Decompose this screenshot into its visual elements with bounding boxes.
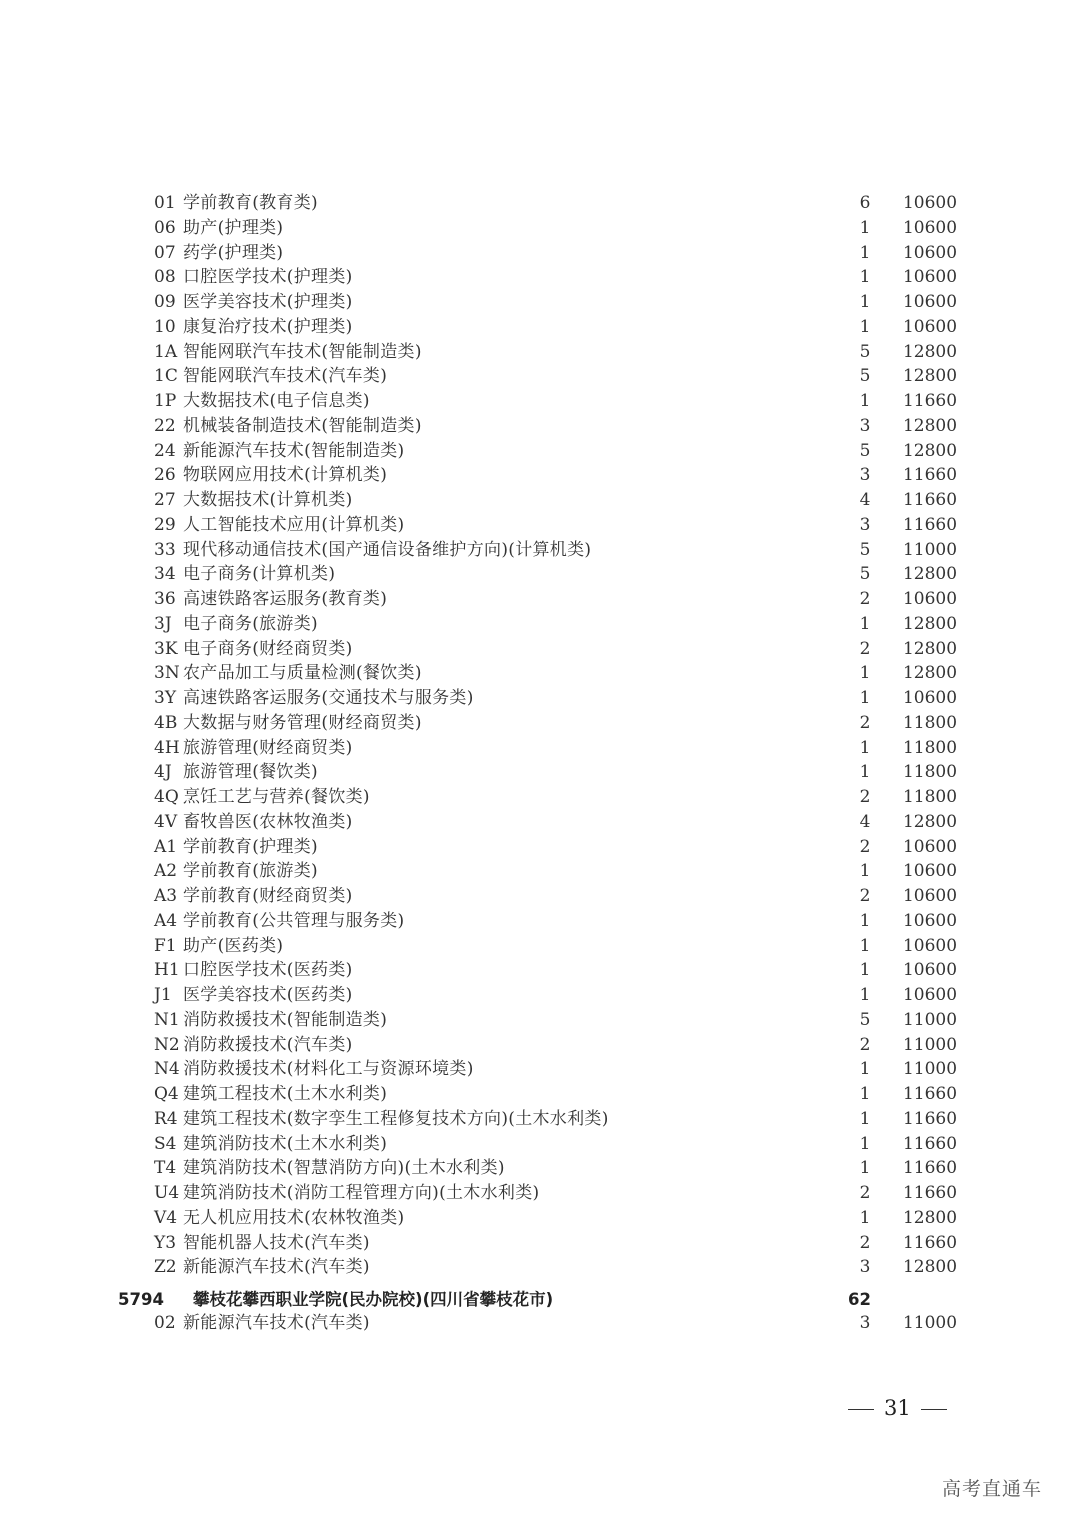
school-name: 攀枝花攀西职业学院(民办院校)(四川省攀枝花市) (193, 1290, 554, 1309)
plan-count: 1 (859, 688, 871, 708)
table-row (0, 835, 1080, 860)
plan-count: 1 (859, 316, 871, 337)
plan-count: 1 (859, 1158, 871, 1179)
table-row (0, 785, 1080, 810)
plan-count: 1 (859, 960, 871, 981)
tuition-fee: 10600 (902, 316, 958, 337)
school-major-list (0, 1311, 1080, 1336)
tuition-fee: 10600 (902, 886, 958, 906)
plan-count: 2 (859, 1232, 871, 1253)
tuition-fee: 11800 (902, 712, 958, 733)
tuition-fee: 12800 (902, 440, 958, 461)
table-row (0, 290, 1080, 315)
major-list (0, 191, 1080, 1280)
tuition-fee: 10600 (902, 217, 958, 238)
major-code: 1C (154, 366, 178, 387)
tuition-fee: 10600 (902, 193, 958, 213)
plan-count: 1 (859, 391, 871, 411)
tuition-fee: 10600 (902, 861, 958, 882)
major-name: 助产(医药类) (183, 935, 284, 956)
plan-count: 1 (859, 1059, 871, 1080)
major-code: N1 (154, 1009, 180, 1030)
plan-count: 5 (859, 564, 871, 585)
major-name: 新能源汽车技术(汽车类) (183, 1257, 370, 1278)
major-code: 02 (154, 1313, 176, 1333)
table-row (0, 364, 1080, 389)
plan-count: 2 (859, 1034, 871, 1055)
tuition-fee: 10600 (902, 910, 958, 931)
tuition-fee: 10600 (902, 589, 958, 609)
tuition-fee: 12800 (902, 1257, 958, 1278)
tuition-fee: 11660 (902, 391, 958, 411)
major-name: 新能源汽车技术(智能制造类) (183, 440, 405, 461)
major-code: 33 (154, 539, 176, 560)
table-row (0, 340, 1080, 365)
plan-count: 1 (859, 985, 871, 1005)
major-name: 高速铁路客运服务(交通技术与服务类) (183, 688, 474, 708)
table-row (0, 637, 1080, 662)
tuition-fee: 11660 (902, 1183, 958, 1203)
major-name: 学前教育(财经商贸类) (183, 886, 353, 906)
major-name: 现代移动通信技术(国产通信设备维护方向)(计算机类) (183, 539, 592, 560)
table-row (0, 686, 1080, 711)
major-code: T4 (154, 1158, 177, 1179)
table-row (0, 1057, 1080, 1082)
major-name: 大数据技术(计算机类) (183, 490, 353, 510)
major-name: 建筑消防技术(智慧消防方向)(土木水利类) (183, 1158, 505, 1179)
major-name: 畜牧兽医(农林牧渔类) (183, 811, 353, 832)
major-name: 消防救援技术(汽车类) (183, 1034, 353, 1055)
plan-count: 6 (859, 193, 871, 213)
table-row (0, 538, 1080, 563)
table-row (0, 1132, 1080, 1157)
tuition-fee: 11000 (902, 539, 958, 560)
table-row (0, 389, 1080, 414)
table-row (0, 513, 1080, 538)
plan-count: 4 (859, 811, 871, 832)
major-code: 1P (154, 391, 177, 411)
major-name: 学前教育(护理类) (183, 836, 318, 857)
table-row (0, 1033, 1080, 1058)
major-name: 消防救援技术(智能制造类) (183, 1009, 388, 1030)
tuition-fee: 10600 (902, 267, 958, 288)
table-row (0, 414, 1080, 439)
plan-count: 1 (859, 267, 871, 288)
major-code: Z2 (154, 1257, 177, 1278)
table-row (0, 661, 1080, 686)
table-row (0, 216, 1080, 241)
plan-count: 3 (859, 514, 871, 535)
major-name: 无人机应用技术(农林牧渔类) (183, 1207, 405, 1228)
plan-count: 1 (859, 762, 871, 783)
plan-count: 2 (859, 638, 871, 659)
major-name: 物联网应用技术(计算机类) (183, 465, 388, 486)
major-code: 4Q (154, 787, 179, 807)
table-row (0, 1206, 1080, 1231)
tuition-fee: 10600 (902, 688, 958, 708)
table-row (0, 587, 1080, 612)
major-name: 旅游管理(餐饮类) (183, 762, 318, 783)
table-row (0, 1255, 1080, 1280)
page-number (838, 1396, 957, 1420)
tuition-fee: 12800 (902, 811, 958, 832)
plan-count: 1 (859, 1108, 871, 1129)
table-row (0, 1008, 1080, 1033)
major-name: 药学(护理类) (183, 242, 284, 263)
major-code: 09 (154, 292, 176, 312)
major-code: A1 (154, 836, 178, 857)
tuition-fee: 11660 (902, 1232, 958, 1253)
table-row (0, 562, 1080, 587)
tuition-fee: 11660 (902, 514, 958, 535)
tuition-fee: 11800 (902, 762, 958, 783)
table-row (0, 463, 1080, 488)
plan-count: 1 (859, 737, 871, 758)
major-code: J1 (154, 985, 172, 1005)
plan-count: 1 (859, 217, 871, 238)
plan-count: 5 (859, 1009, 871, 1030)
tuition-fee: 11000 (902, 1009, 958, 1030)
major-name: 电子商务(旅游类) (183, 613, 318, 634)
major-name: 高速铁路客运服务(教育类) (183, 589, 388, 609)
major-code: 07 (154, 242, 176, 263)
major-code: F1 (154, 935, 177, 956)
table-row (0, 315, 1080, 340)
major-code: Y3 (154, 1232, 177, 1253)
major-code: 29 (154, 514, 176, 535)
plan-count: 1 (859, 292, 871, 312)
plan-count: 1 (859, 663, 871, 684)
plan-count: 1 (859, 1207, 871, 1228)
major-name: 人工智能技术应用(计算机类) (183, 514, 405, 535)
major-code: 3N (154, 663, 180, 684)
major-code: 22 (154, 415, 176, 436)
tuition-fee: 10600 (902, 935, 958, 956)
plan-count: 5 (859, 440, 871, 461)
tuition-fee: 12800 (902, 1207, 958, 1228)
school-code: 5794 (118, 1290, 164, 1309)
major-code: A2 (154, 861, 178, 882)
watermark: 高考直通车 (942, 1478, 1043, 1500)
major-code: 27 (154, 490, 176, 510)
plan-count: 2 (859, 886, 871, 906)
major-name: 康复治疗技术(护理类) (183, 316, 353, 337)
major-code: 4J (154, 762, 172, 783)
table-row (0, 1181, 1080, 1206)
table-row (0, 439, 1080, 464)
major-code: 08 (154, 267, 176, 288)
dash-left (848, 1409, 874, 1411)
plan-count: 2 (859, 712, 871, 733)
major-name: 智能网联汽车技术(汽车类) (183, 366, 388, 387)
plan-count: 2 (859, 836, 871, 857)
major-code: 4H (154, 737, 180, 758)
tuition-fee: 11660 (902, 1084, 958, 1104)
major-code: 3J (154, 613, 172, 634)
plan-count: 2 (859, 787, 871, 807)
dash-right (921, 1409, 947, 1411)
major-name: 消防救援技术(材料化工与资源环境类) (183, 1059, 474, 1080)
tuition-fee: 11660 (902, 1108, 958, 1129)
table-row (0, 958, 1080, 983)
major-name: 智能机器人技术(汽车类) (183, 1232, 370, 1253)
plan-count: 1 (859, 935, 871, 956)
major-name: 新能源汽车技术(汽车类) (183, 1313, 370, 1333)
plan-count: 1 (859, 1133, 871, 1154)
major-name: 医学美容技术(医药类) (183, 985, 353, 1005)
major-name: 学前教育(教育类) (183, 193, 318, 213)
tuition-fee: 11000 (902, 1034, 958, 1055)
major-code: 3K (154, 638, 178, 659)
tuition-fee: 11660 (902, 490, 958, 510)
major-name: 建筑消防技术(消防工程管理方向)(土木水利类) (183, 1183, 540, 1203)
major-name: 学前教育(旅游类) (183, 861, 318, 882)
table-row (0, 760, 1080, 785)
major-code: 24 (154, 440, 176, 461)
tuition-fee: 12800 (902, 663, 958, 684)
plan-count: 1 (859, 861, 871, 882)
plan-count: 5 (859, 366, 871, 387)
table-row (0, 736, 1080, 761)
table-row (0, 265, 1080, 290)
tuition-fee: 11800 (902, 787, 958, 807)
table-row (0, 1311, 1080, 1336)
school-header (0, 1288, 1080, 1312)
major-name: 学前教育(公共管理与服务类) (183, 910, 405, 931)
plan-count: 3 (859, 415, 871, 436)
plan-count: 3 (859, 1257, 871, 1278)
major-name: 旅游管理(财经商贸类) (183, 737, 353, 758)
tuition-fee: 11660 (902, 1158, 958, 1179)
major-name: 医学美容技术(护理类) (183, 292, 353, 312)
tuition-fee: 10600 (902, 292, 958, 312)
plan-count: 1 (859, 1084, 871, 1104)
major-code: A4 (154, 910, 178, 931)
table-row (0, 241, 1080, 266)
major-code: N2 (154, 1034, 180, 1055)
table-row (0, 934, 1080, 959)
plan-count: 5 (859, 341, 871, 362)
plan-count: 2 (859, 1183, 871, 1203)
plan-count: 5 (859, 539, 871, 560)
table-row (0, 1107, 1080, 1132)
page-number-value: 31 (884, 1396, 911, 1420)
tuition-fee: 11000 (902, 1059, 958, 1080)
major-name: 建筑工程技术(数字孪生工程修复技术方向)(土木水利类) (183, 1108, 609, 1129)
major-code: 3Y (154, 688, 177, 708)
tuition-fee: 12800 (902, 613, 958, 634)
major-name: 口腔医学技术(护理类) (183, 267, 353, 288)
tuition-fee: 11800 (902, 737, 958, 758)
major-name: 建筑工程技术(土木水利类) (183, 1084, 388, 1104)
major-name: 大数据技术(电子信息类) (183, 391, 370, 411)
major-code: V4 (154, 1207, 178, 1228)
major-name: 电子商务(计算机类) (183, 564, 336, 585)
major-code: 1A (154, 341, 178, 362)
major-name: 机械装备制造技术(智能制造类) (183, 415, 422, 436)
major-code: 01 (154, 193, 176, 213)
major-code: 06 (154, 217, 176, 238)
major-code: 26 (154, 465, 176, 486)
plan-count: 3 (859, 1313, 871, 1333)
table-row (0, 810, 1080, 835)
tuition-fee: 11660 (902, 465, 958, 486)
plan-count: 3 (859, 465, 871, 486)
tuition-fee: 12800 (902, 638, 958, 659)
table-row (0, 612, 1080, 637)
table-row (0, 859, 1080, 884)
school-plan-total: 62 (848, 1290, 871, 1309)
tuition-fee: 10600 (902, 836, 958, 857)
table-row (0, 909, 1080, 934)
major-code: 34 (154, 564, 176, 585)
major-code: N4 (154, 1059, 180, 1080)
major-code: 36 (154, 589, 176, 609)
major-name: 建筑消防技术(土木水利类) (183, 1133, 388, 1154)
tuition-fee: 12800 (902, 341, 958, 362)
tuition-fee: 10600 (902, 985, 958, 1005)
major-code: R4 (154, 1108, 178, 1129)
tuition-fee: 12800 (902, 366, 958, 387)
table-row (0, 1082, 1080, 1107)
table-row (0, 488, 1080, 513)
major-name: 助产(护理类) (183, 217, 284, 238)
major-code: U4 (154, 1183, 180, 1203)
major-code: Q4 (154, 1084, 179, 1104)
tuition-fee: 11000 (902, 1313, 958, 1333)
plan-count: 1 (859, 613, 871, 634)
major-code: 4B (154, 712, 178, 733)
tuition-fee: 12800 (902, 415, 958, 436)
tuition-fee: 10600 (902, 242, 958, 263)
plan-count: 1 (859, 910, 871, 931)
major-name: 电子商务(财经商贸类) (183, 638, 353, 659)
table-row (0, 1231, 1080, 1256)
major-code: A3 (154, 886, 178, 906)
tuition-fee: 10600 (902, 960, 958, 981)
major-name: 大数据与财务管理(财经商贸类) (183, 712, 422, 733)
major-name: 智能网联汽车技术(智能制造类) (183, 341, 422, 362)
table-row (0, 711, 1080, 736)
table-row (0, 983, 1080, 1008)
table-row (0, 884, 1080, 909)
major-name: 烹饪工艺与营养(餐饮类) (183, 787, 370, 807)
major-name: 农产品加工与质量检测(餐饮类) (183, 663, 422, 684)
plan-count: 1 (859, 242, 871, 263)
tuition-fee: 12800 (902, 564, 958, 585)
major-code: 10 (154, 316, 176, 337)
major-code: 4V (154, 811, 178, 832)
table-row (0, 191, 1080, 216)
major-name: 口腔医学技术(医药类) (183, 960, 353, 981)
major-code: S4 (154, 1133, 177, 1154)
major-code: H1 (154, 960, 180, 981)
table-row (0, 1156, 1080, 1181)
plan-count: 4 (859, 490, 871, 510)
plan-count: 2 (859, 589, 871, 609)
tuition-fee: 11660 (902, 1133, 958, 1154)
